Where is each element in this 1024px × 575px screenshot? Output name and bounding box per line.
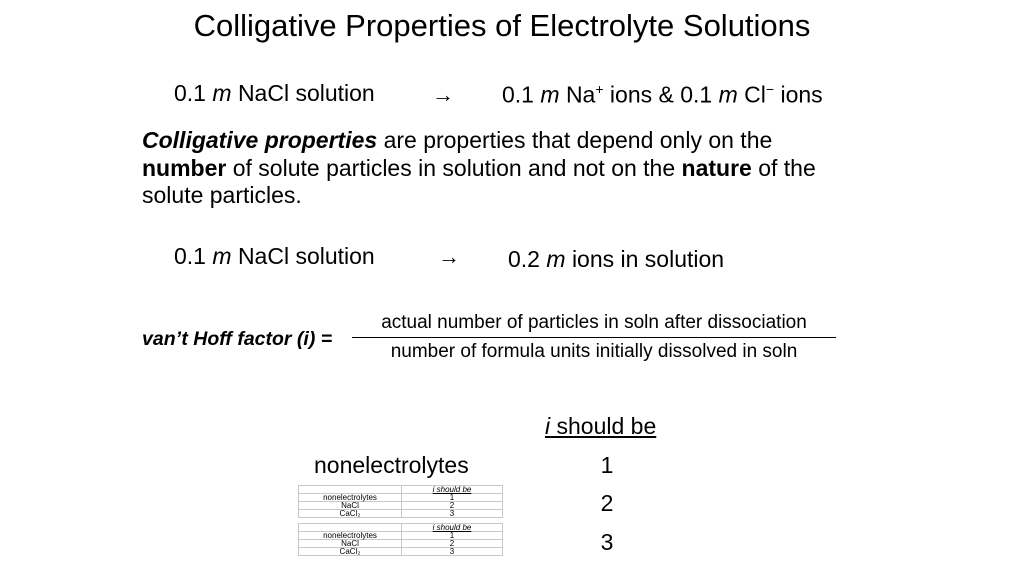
table-cell: 3 — [402, 510, 503, 518]
table-cell: 1 — [402, 532, 503, 540]
header-text: should be — [436, 523, 472, 532]
table-cell: NaCl — [299, 540, 402, 548]
table-cell: nonelectrolytes — [299, 494, 402, 502]
sodium-charge: + — [595, 81, 604, 97]
sodium-symbol: Na — [565, 81, 596, 108]
table-cell: 1 — [402, 494, 503, 502]
line2-right — [508, 246, 724, 273]
ions-text: ions in solution — [571, 246, 725, 272]
compound-text: NaCl solution — [237, 243, 375, 269]
table-row — [299, 540, 503, 548]
mini-table-2 — [298, 523, 503, 556]
molality-unit: m — [212, 80, 232, 106]
row-label-nonelectrolytes: nonelectrolytes — [314, 452, 469, 478]
mini-table-1 — [298, 485, 503, 518]
emphasis-nature: nature — [681, 154, 752, 181]
definition-text: are properties that depend only on the — [383, 127, 773, 153]
table-row — [299, 532, 503, 540]
amount: 0.2 — [508, 246, 540, 272]
ions-text: ions — [780, 81, 823, 108]
i-value: 1 — [600, 452, 614, 478]
table-cell: 2 — [402, 502, 503, 510]
line1-left — [174, 80, 375, 107]
i-symbol: i — [545, 413, 551, 439]
molality-unit: m — [212, 243, 232, 269]
definition-text: of solute particles in solution and not on the — [232, 154, 676, 181]
line2-left — [174, 243, 375, 270]
molality-unit: m — [546, 246, 566, 272]
compound-text: NaCl solution — [237, 80, 375, 106]
emphasis-number: number — [142, 154, 227, 181]
amount: 0.1 — [174, 80, 206, 106]
fraction-numerator: actual number of particles in soln after dissociation — [381, 312, 807, 333]
i-symbol: i — [432, 485, 435, 494]
definition-paragraph — [142, 127, 862, 210]
table-cell: NaCl — [299, 502, 402, 510]
chloride-symbol: Cl — [744, 81, 766, 108]
table-cell: nonelectrolytes — [299, 532, 402, 540]
header-text: should be — [436, 485, 472, 494]
vant-hoff-fraction — [352, 312, 836, 363]
table-cell: CaCl₂ — [299, 510, 402, 518]
molality-unit: m — [540, 81, 560, 108]
table-cell: 3 — [402, 548, 503, 556]
arrow-icon: → — [438, 244, 460, 269]
table-row — [299, 548, 503, 556]
fraction-denominator: number of formula units initially dissolved in soln — [390, 341, 798, 362]
table-row — [299, 494, 503, 502]
i-value: 2 — [600, 490, 614, 516]
definition-text: of the solute particles. — [142, 154, 816, 208]
header-text: should be — [556, 413, 657, 439]
slide-title: Colligative Properties of Electrolyte Solutions — [193, 8, 811, 43]
line1-right — [502, 81, 823, 109]
table-row — [299, 510, 503, 518]
amount: 0.1 — [174, 243, 206, 269]
table-row — [299, 502, 503, 510]
definition-term: Colligative properties — [142, 127, 378, 153]
table-cell: CaCl₂ — [299, 548, 402, 556]
i-should-be-header — [545, 413, 656, 440]
arrow-icon: → — [432, 82, 454, 107]
vant-hoff-label: van’t Hoff factor (i) = — [142, 328, 333, 350]
i-symbol: i — [432, 523, 435, 532]
ions-text: ions & 0.1 — [609, 81, 713, 108]
amount: 0.1 — [502, 81, 534, 108]
molality-unit: m — [718, 81, 738, 108]
chloride-charge: − — [765, 81, 775, 97]
i-value: 3 — [600, 529, 614, 555]
table-cell: 2 — [402, 540, 503, 548]
